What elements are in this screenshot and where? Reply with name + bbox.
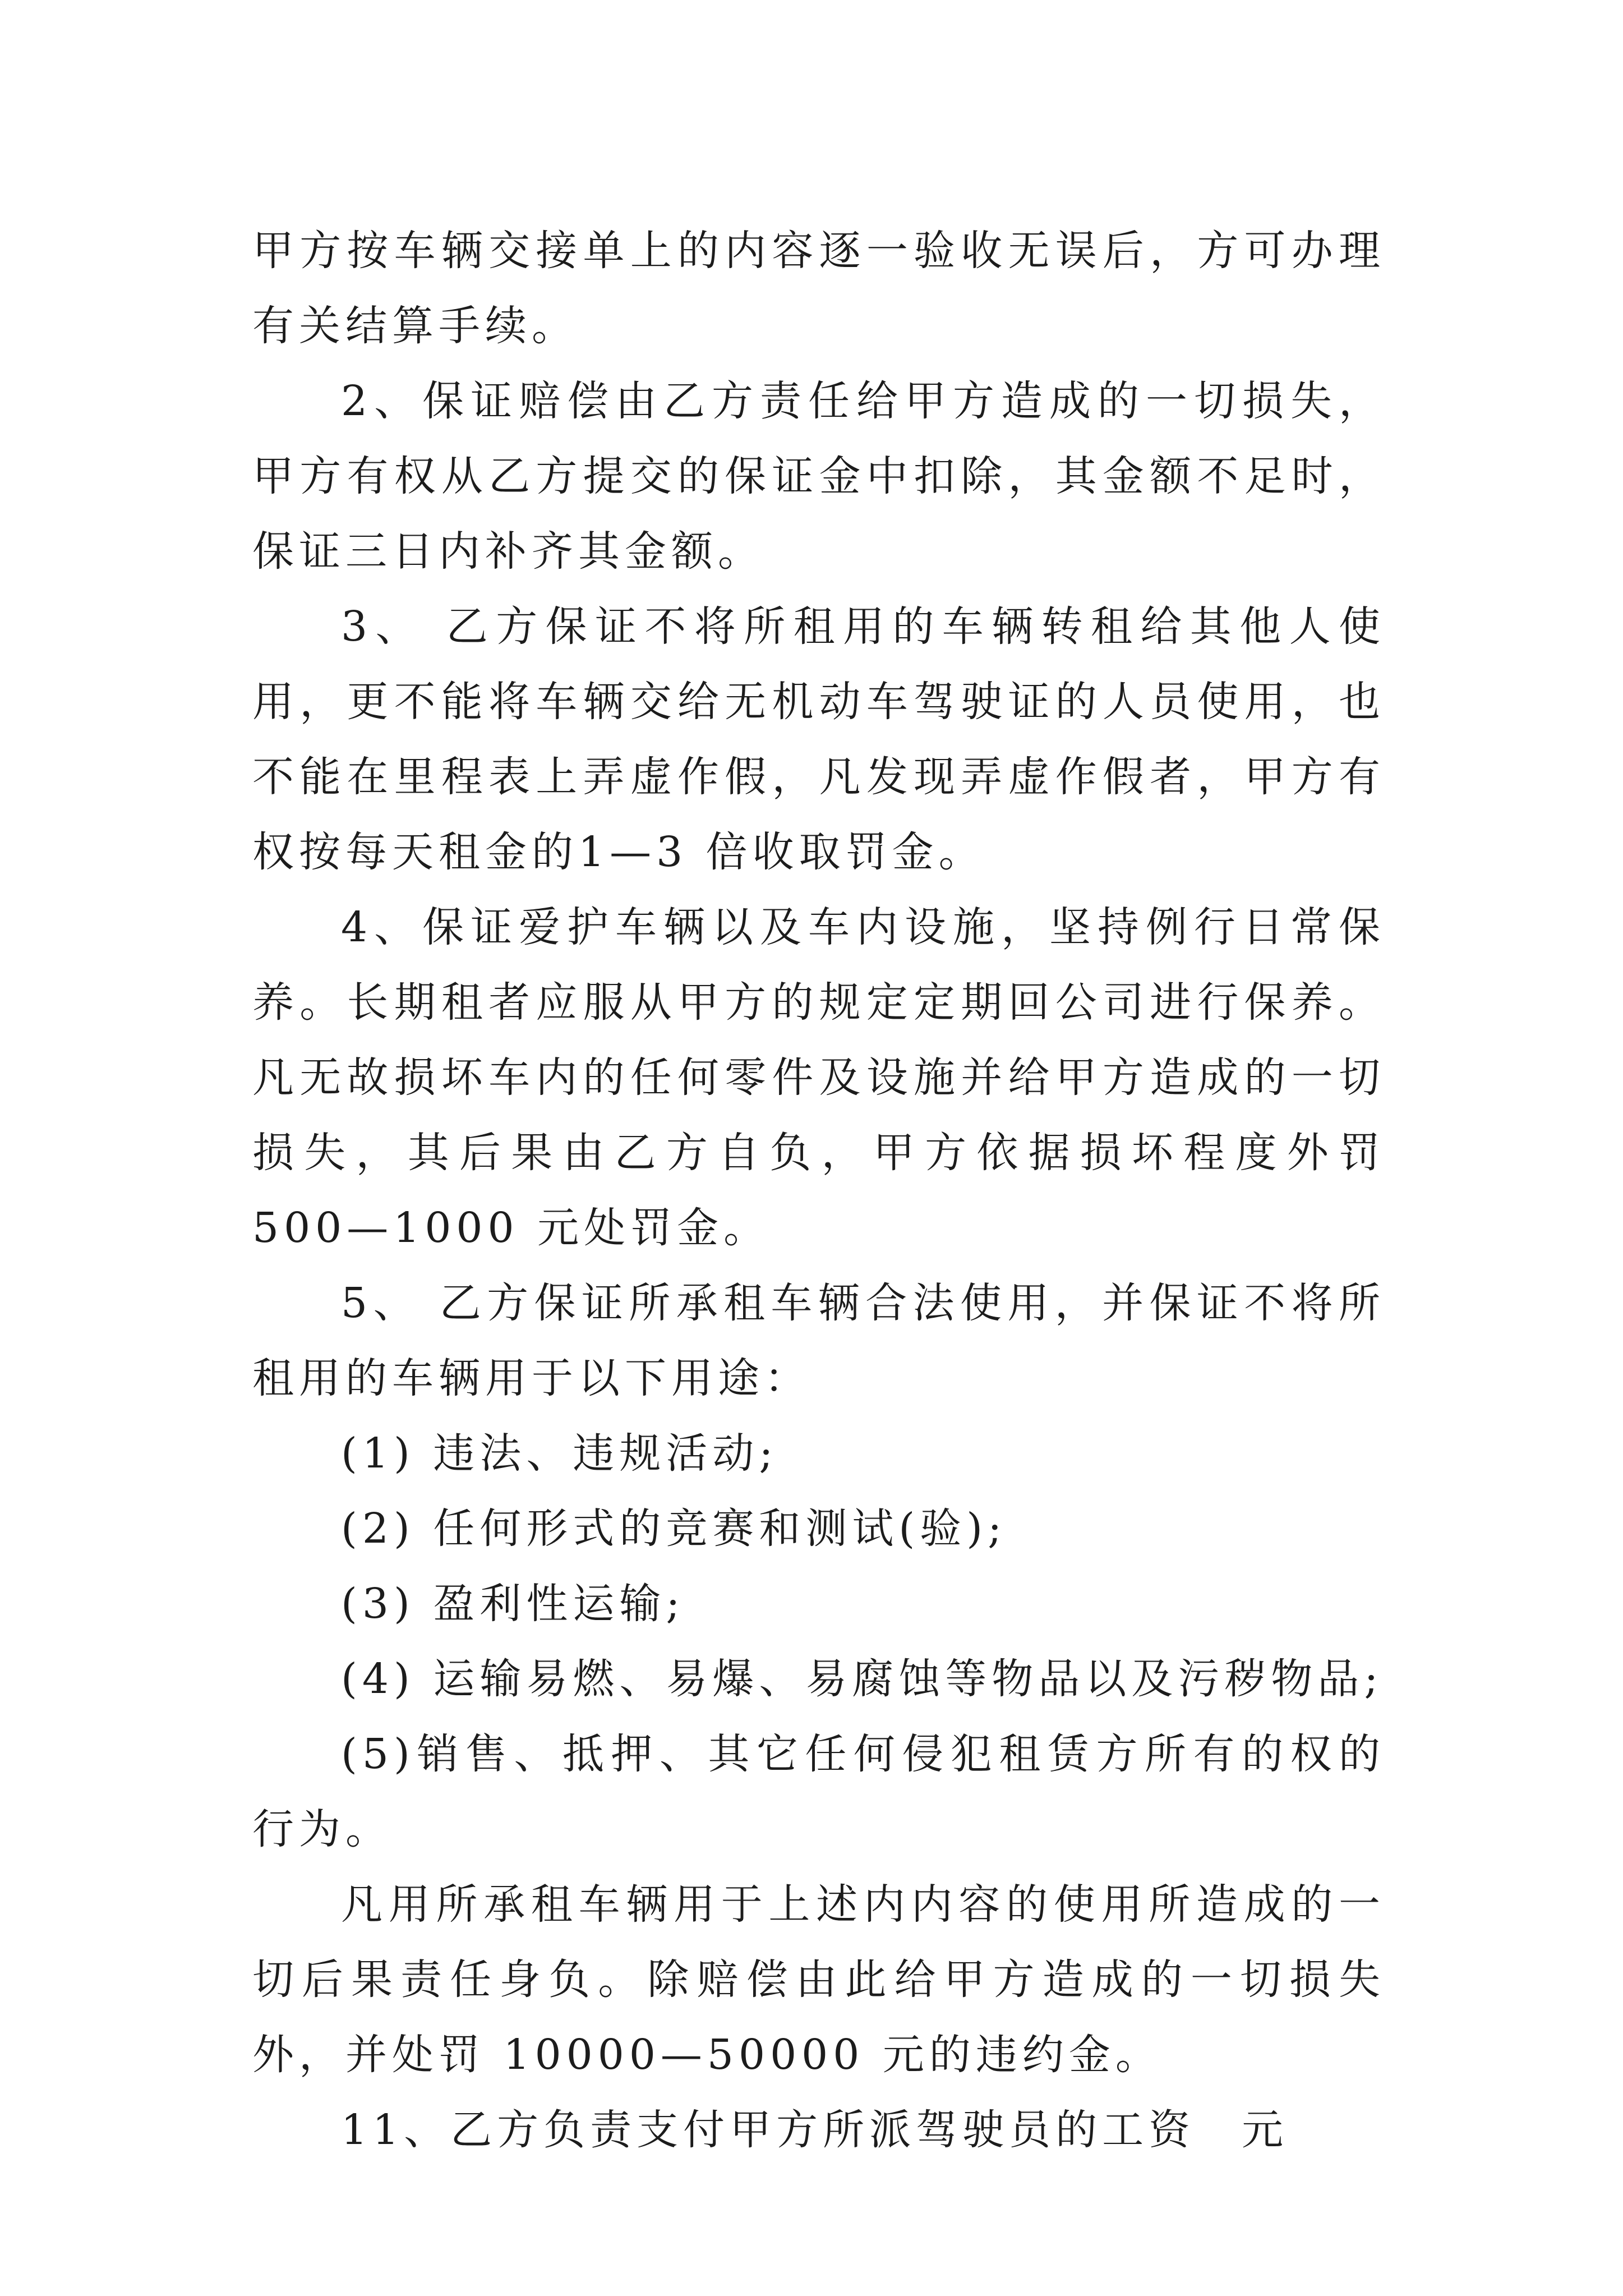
list-item-2: (2) 任何形式的竞赛和测试(验); [341,1504,1007,1553]
list-item-3: (3) 盈利性运输; [341,1580,685,1628]
paragraph-penalty: 凡用所承租车辆用于上述内内容的使用所造成的一切后果责任身负。除赔偿由此给甲方造成的一切损失外，并处罚 10000—50000 元的违约金。 [252,1880,1385,2079]
paragraph-clause-4: 4、保证爱护车辆以及车内设施，坚持例行日常保养。长期租者应服从甲方的规定定期回公司进行保养。凡无故损坏车内的任何零件及设施并给甲方造成的一切损失，其后果由乙方自负，甲方依据损坏程度外罚 500—1000 元处罚金。 [252,903,1385,1252]
paragraph-clause-3: 3、 乙方保证不将所租用的车辆转租给其他人使用，更不能将车辆交给无机动车驾驶证的人员使用，也不能在里程表上弄虚作假，凡发现弄虚作假者，甲方有权按每天租金的1—3 倍收取罚金。 [252,602,1385,876]
list-item-4: (4) 运输易燃、易爆、易腐蚀等物品以及污秽物品; [341,1655,1384,1703]
paragraph-clause-2: 2、保证赔偿由乙方责任给甲方造成的一切损失，甲方有权从乙方提交的保证金中扣除，其金额不足时，保证三日内补齐其金额。 [252,377,1385,576]
list-item-1: (1) 违法、违规活动; [341,1429,778,1478]
document-body [252,213,1385,2168]
paragraph-clause-11: 11、乙方负责支付甲方所派驾驶员的工资 元 [341,2106,1289,2154]
paragraph-acceptance: 甲方按车辆交接单上的内容逐一验收无误后，方可办理有关结算手续。 [252,227,1385,350]
list-item-5: (5)销售、抵押、其它任何侵犯租赁方所有的权的行为。 [252,1730,1385,1853]
paragraph-clause-5: 5、 乙方保证所承租车辆合法使用，并保证不将所租用的车辆用于以下用途： [252,1279,1385,1402]
